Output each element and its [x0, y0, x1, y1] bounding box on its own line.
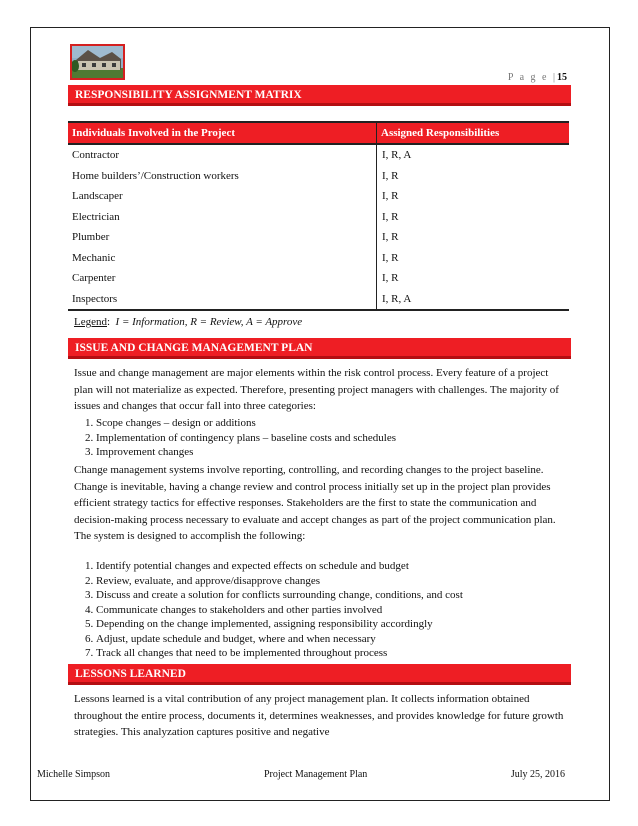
change-steps-list [74, 559, 566, 661]
table-cell: Home builders’/Construction workers [72, 169, 239, 182]
list-item: 4. Communicate changes to stakeholders and other parties involved [96, 603, 566, 618]
section-heading-ram: RESPONSIBILITY ASSIGNMENT MATRIX [68, 85, 571, 106]
legend: Legend: I = Information, R = Review, A = Approve [74, 316, 303, 328]
change-management-paragraph: Change management systems involve reporting, controlling, and recording changes to the project baseline. Change is inevitable, having a change review and control process initially set up in the project plan provides efficient strategy tactics for effective responses. Stakeholders are the first to state the communication and decision-making process necessary to evaluate and accept changes as part of the project communication plan. The system is designed to accomplish the following: [74, 464, 556, 542]
table-cell: Landscaper [72, 190, 123, 203]
page-number-value: 15 [557, 72, 567, 83]
table-cell: I, R [377, 227, 570, 248]
issue-intro-paragraph: Issue and change management are major elements within the risk control process. Every feature of a project plan will not materialize as expected. Therefore, presenting project managers with challenges. The majority of issues and changes that occur fall into three categories: [74, 367, 559, 412]
table-cell: Mechanic [72, 251, 116, 264]
table-cell: I, R, A [377, 289, 570, 311]
section-heading-lessons: LESSONS LEARNED [68, 664, 571, 685]
table-cell: Carpenter [72, 272, 116, 285]
table-header: Assigned Responsibilities [377, 122, 570, 144]
table-header-row [68, 122, 569, 144]
table-cell: Inspectors [68, 289, 377, 311]
table-cell: I, R [377, 268, 570, 289]
table-cell: I, R [377, 166, 570, 187]
list-item: 3. Improvement changes [96, 445, 566, 460]
footer-author: Michelle Simpson [37, 769, 111, 780]
house-logo-image [70, 44, 125, 80]
page-label: P a g e | [507, 72, 557, 83]
table-row [68, 268, 569, 289]
table-row [68, 207, 569, 228]
list-item: 2. Review, evaluate, and approve/disapprove changes [96, 574, 566, 589]
list-item: 1. Identify potential changes and expected effects on schedule and budget [96, 559, 566, 574]
table-cell: I, R [377, 186, 570, 207]
footer-date: July 25, 2016 [510, 769, 565, 780]
legend-text: I = Information, R = Review, A = Approve [115, 316, 303, 328]
list-item: 2. Implementation of contingency plans – baseline costs and schedules [96, 431, 566, 446]
table-cell: Contractor [72, 149, 120, 162]
table-cell: I, R [377, 248, 570, 269]
lessons-paragraph: Lessons learned is a vital contribution of any project management plan. It collects information obtained throughout the entire process, documents it, determines weaknesses, and provides knowledge for future growth strategies. This analyzation captures positive and negative [74, 693, 564, 738]
table-row [68, 144, 569, 166]
table-row [68, 166, 569, 187]
footer-title: Project Management Plan [264, 769, 368, 780]
table-row [68, 289, 569, 311]
table-cell: Electrician [72, 210, 120, 223]
responsibility-table [68, 121, 569, 311]
table-cell: Plumber [72, 231, 110, 244]
list-item: 3. Discuss and create a solution for conflicts surrounding change, conditions, and cost [96, 588, 566, 603]
table-cell: I, R, A [377, 144, 570, 166]
table-row [68, 186, 569, 207]
table-cell: I, R [377, 207, 570, 228]
change-categories-list [74, 416, 566, 460]
list-item: 1. Scope changes – design or additions [96, 416, 566, 431]
table-row [68, 248, 569, 269]
section-heading-issue: ISSUE AND CHANGE MANAGEMENT PLAN [68, 338, 571, 359]
page-number [508, 72, 567, 83]
table-row [68, 227, 569, 248]
table-header: Individuals Involved in the Project [68, 122, 377, 144]
list-item: 6. Adjust, update schedule and budget, where and when necessary [96, 632, 566, 647]
legend-label: Legend [74, 316, 107, 328]
list-item: 7. Track all changes that need to be implemented throughout process [96, 646, 566, 661]
list-item: 5. Depending on the change implemented, assigning responsibility accordingly [96, 617, 566, 632]
